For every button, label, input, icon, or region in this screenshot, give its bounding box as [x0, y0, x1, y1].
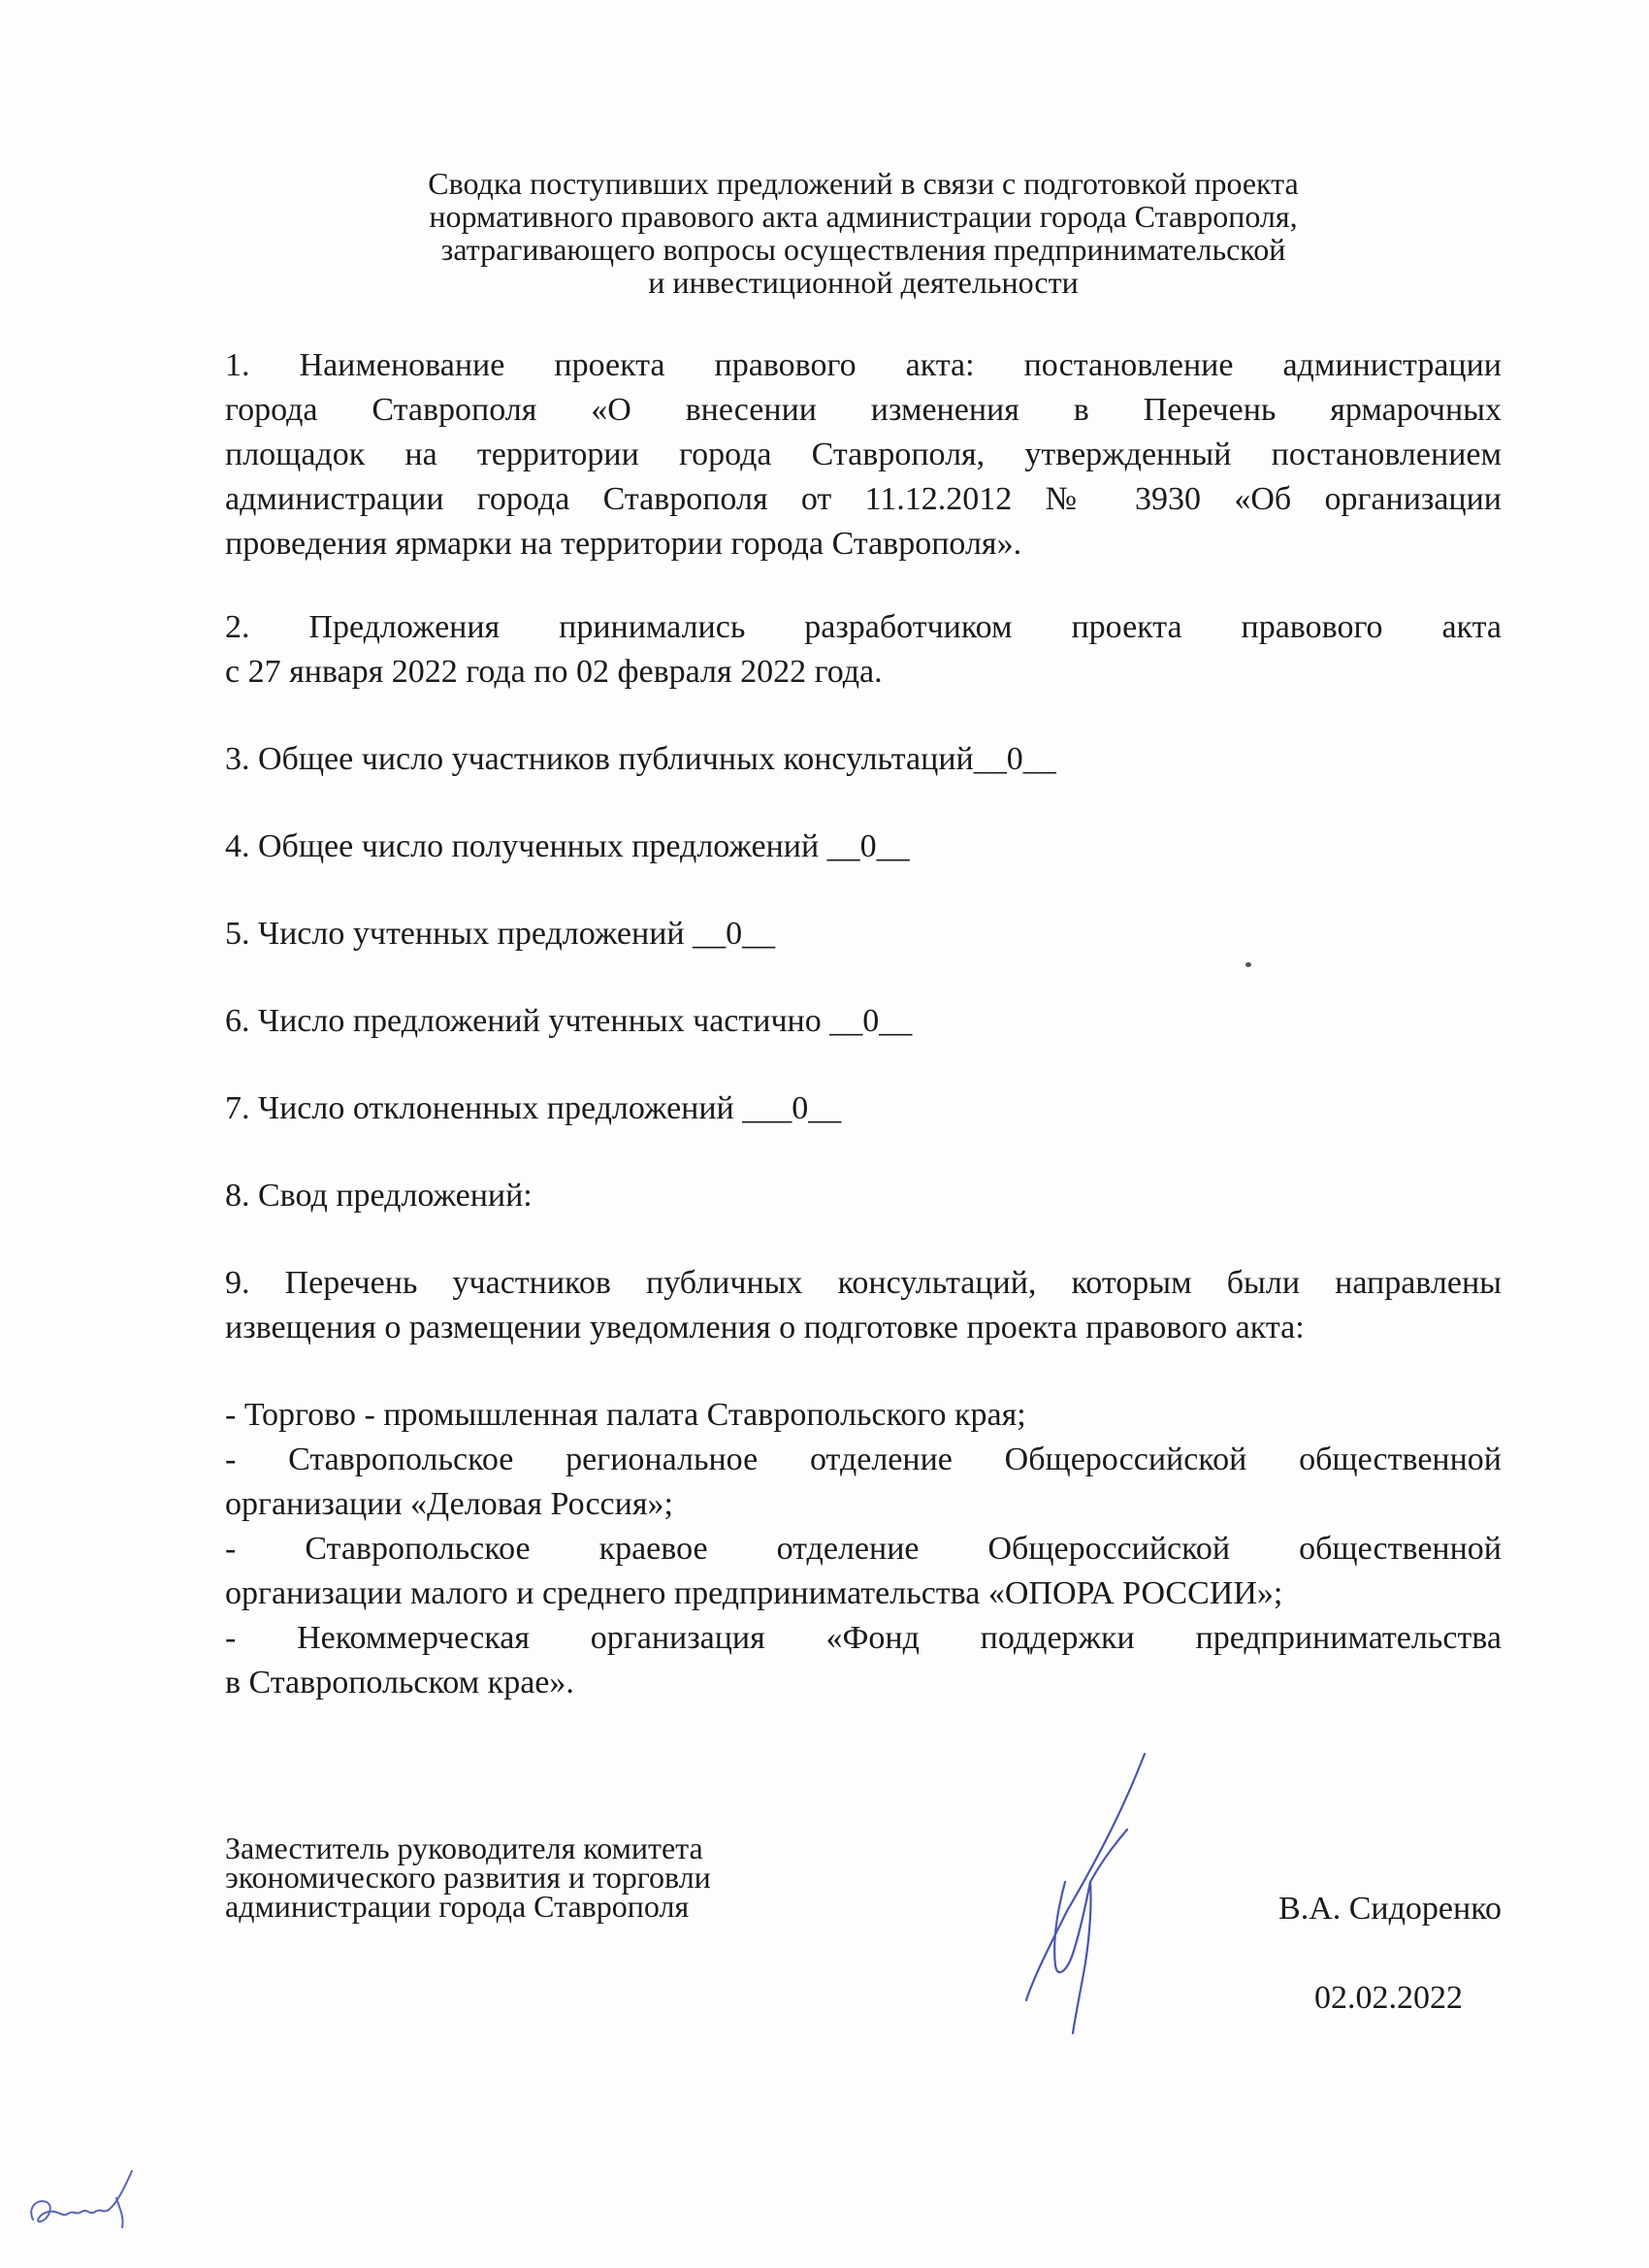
item-9-line-1: 9. Перечень участников публичных консультаций, которым были направлены — [225, 1265, 1502, 1301]
item-4-proposals-received: 4. Общее число полученных предложений __0__ — [225, 828, 910, 864]
signatory-position-line-3: администрации города Ставрополя — [225, 1889, 690, 1924]
item-2-line-1: 2. Предложения принимались разработчиком проекта правового акта — [225, 609, 1502, 645]
item-7-proposals-rejected: 7. Число отклоненных предложений ___0__ — [225, 1090, 842, 1126]
participant-4-line-2: в Ставропольском крае». — [225, 1665, 574, 1701]
item-1-line-3: площадок на территории города Ставрополя, утвержденный постановлением — [225, 437, 1502, 472]
signatory-position — [225, 1831, 711, 1924]
item-9-line-2: извещения о размещении уведомления о подготовке проекта правового акта: — [225, 1310, 1305, 1345]
item-1-project-name — [225, 343, 1502, 567]
item-8-summary: 8. Свод предложений: — [225, 1178, 533, 1214]
participant-3-line-2: организации малого и среднего предпринимательства «ОПОРА РОССИИ»; — [225, 1575, 1283, 1611]
item-2-line-2: с 27 января 2022 года по 02 февраля 2022 года. — [225, 654, 883, 690]
handwritten-initials — [19, 2159, 146, 2237]
item-2-period — [225, 605, 1502, 695]
item-5-proposals-accepted: 5. Число учтенных предложений __0__ — [225, 916, 776, 952]
participant-1: - Торгово - промышленная палата Ставропольского края; — [225, 1397, 1026, 1433]
participant-2-line-1: - Ставропольское региональное отделение Общероссийской общественной — [225, 1442, 1502, 1477]
handwritten-signature — [1009, 1746, 1183, 2037]
participant-3-line-1: - Ставропольское краевое отделение Общероссийской общественной — [225, 1531, 1502, 1567]
title-line-2: нормативного правового акта администрации города Ставрополя, — [429, 199, 1298, 234]
item-1-line-4: администрации города Ставрополя от 11.12.2012 № 3930 «Об организации — [225, 481, 1502, 517]
scan-speck — [1245, 962, 1251, 967]
signatory-name: В.А. Сидоренко — [1278, 1891, 1502, 1927]
item-3-participants-count: 3. Общее число участников публичных консультаций__0__ — [225, 741, 1056, 777]
item-1-line-5: проведения ярмарки на территории города Ставрополя». — [225, 526, 1022, 562]
signatory-position-line-1: Заместитель руководителя комитета — [225, 1831, 703, 1865]
item-1-line-1: 1. Наименование проекта правового акта: постановление администрации — [225, 347, 1502, 383]
title-line-1: Сводка поступивших предложений в связи с подготовкой проекта — [428, 166, 1299, 201]
participant-4-line-1: - Некоммерческая организация «Фонд поддержки предпринимательства — [225, 1620, 1502, 1656]
title-line-3: затрагивающего вопросы осуществления предпринимательской — [440, 232, 1286, 267]
title-line-4: и инвестиционной деятельности — [648, 265, 1079, 300]
item-6-proposals-partially-accepted: 6. Число предложений учтенных частично __0__ — [225, 1003, 913, 1039]
signatory-position-line-2: экономического развития и торговли — [225, 1860, 711, 1895]
participant-2-line-2: организации «Деловая Россия»; — [225, 1486, 673, 1522]
item-9-participants-list-intro — [225, 1261, 1502, 1350]
signature-date: 02.02.2022 — [1314, 1980, 1463, 2016]
participants-list — [225, 1393, 1502, 1705]
item-1-line-2: города Ставрополя «О внесении изменения в Перечень ярмарочных — [225, 392, 1502, 428]
document-title — [225, 167, 1502, 299]
